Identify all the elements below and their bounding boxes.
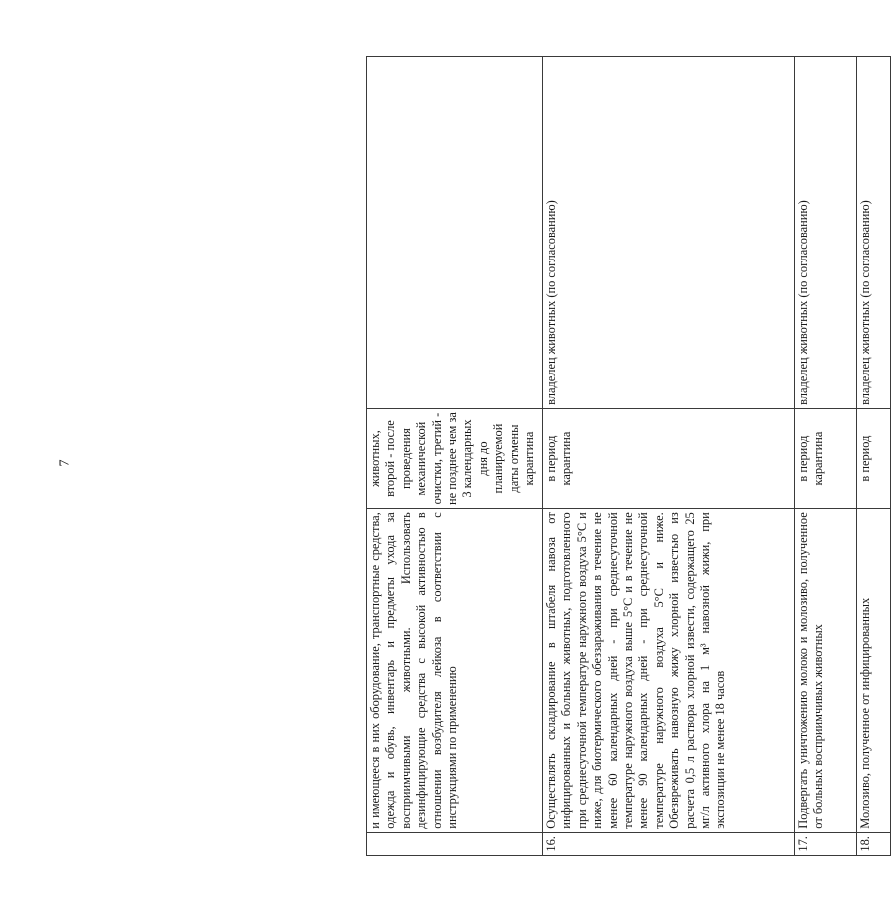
responsible-cell: владелец животных (по согласованию) — [543, 57, 795, 409]
measure-cell: Молозиво, полученное от инфицированных — [857, 509, 891, 832]
term-cell: в период — [857, 408, 891, 508]
responsible-cell: владелец животных (по согласованию) — [857, 57, 891, 409]
responsible-cell: владелец животных (по согласованию) — [795, 57, 857, 409]
table-row — [367, 57, 543, 856]
table-row — [795, 57, 857, 856]
document-table-container — [366, 56, 892, 856]
row-number: 16. — [543, 832, 795, 855]
row-number: 17. — [795, 832, 857, 855]
term-cell: в период карантина — [543, 408, 795, 508]
term-cell: животных, второй - после проведения механической очистки, третий - не позднее чем за 3 календарных дня до планируемой даты отмены карантина — [367, 408, 543, 508]
measure-cell: и имеющееся в них оборудование, транспортные средства, одежда и обувь, инвентарь и предметы ухода за восприимчивыми животными. Использовать дезинфицирующие средства с высокой активностью в отношении возбудителя лейкоза в соответствии с инструкциями по применению — [367, 509, 543, 832]
measure-cell: Подвергать уничтожению молоко и молозиво, полученное от больных восприимчивых животных — [795, 509, 857, 832]
table-row — [543, 57, 795, 856]
measure-cell: Осуществлять складирование в штабеля навоза от инфицированных и больных животных, подготовленного при среднесуточной температуре наружного воздуха 5°С и ниже, для биотермического обеззараживания в течение не менее 60 календарных дней - при среднесуточной температуре наружного воздуха выше 5°С и в течение не менее 90 календарных дней - при среднесуточной температуре наружного воздуха 5°С и ниже. Обезвреживать навозную жижу хлорной известью из расчета 0,5 л раствора хлорной извести, содержащего 25 мг/л активного хлора на 1 м³ навозной жижи, при экспозиции не менее 18 часов — [543, 509, 795, 832]
responsible-cell — [367, 57, 543, 409]
page-number: 7 — [57, 459, 73, 467]
row-number — [367, 832, 543, 855]
term-cell: в период карантина — [795, 408, 857, 508]
measures-table — [366, 56, 891, 856]
table-row — [857, 57, 891, 856]
row-number: 18. — [857, 832, 891, 855]
